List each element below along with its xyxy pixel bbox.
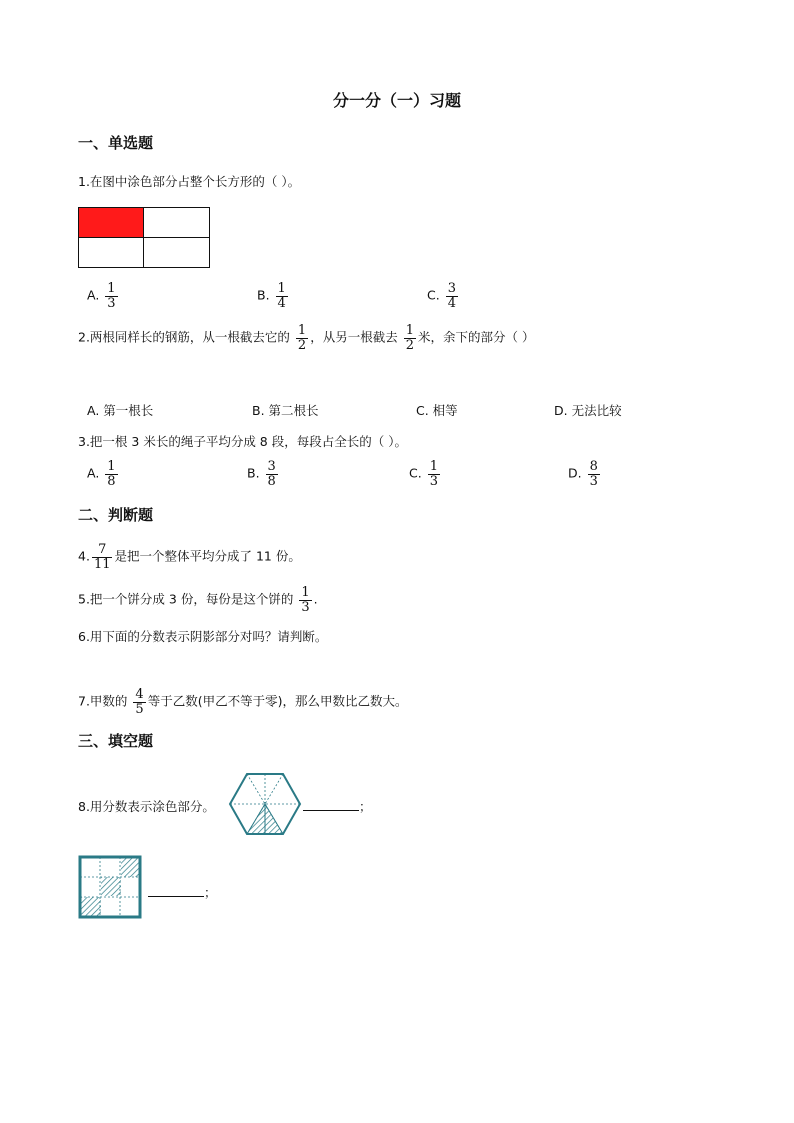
question-7-text [78,688,407,716]
numerator: 3 [267,459,276,474]
q7-text-part1: 7.甲数的 [78,693,128,709]
q4-number: 4. [78,548,90,564]
q2-option-b[interactable]: B. 第二根长 [252,403,319,418]
q5-suffix: . [313,591,318,607]
q5-text: 5.把一个饼分成 3 份，每份是这个饼的 [78,591,294,607]
question-4-text [78,543,301,571]
blank-cell [143,237,209,267]
section-heading-true-false: 二、判断题 [78,506,154,524]
q4-text: 是把一个整体平均分成了 11 份。 [114,548,301,564]
answer-blank[interactable] [148,884,204,897]
denominator: 3 [589,473,598,489]
denominator: 4 [447,295,456,311]
q2-option-d[interactable]: D. 无法比较 [554,403,622,418]
numerator: 3 [447,281,456,296]
numerator: 4 [135,687,144,702]
section-heading-fill-in: 三、填空题 [78,732,154,750]
hexagon-figure [228,772,302,836]
grid-shaded-cell [121,858,140,877]
fraction [133,688,145,716]
option-label: B. [257,287,270,303]
denominator: 4 [277,295,286,311]
q1-option-a[interactable] [87,282,120,310]
grid-shaded-cell [81,897,101,917]
option-label: A. [87,465,100,481]
numerator: 7 [98,542,107,557]
q1-option-b[interactable] [257,282,290,310]
fraction [92,543,113,571]
question-5-text [78,586,318,614]
q3-option-c[interactable] [409,460,442,488]
section-heading-single-choice: 一、单选题 [78,134,154,152]
numerator: 1 [297,323,307,338]
grid-shaded-cell [101,877,121,896]
fraction [588,460,600,488]
option-label: C. [409,465,422,481]
denominator: 8 [107,473,116,489]
numerator: 1 [301,585,310,600]
question-3-text: 3.把一根 3 米长的绳子平均分成 8 段，每段占全长的（ ）。 [78,434,407,449]
shaded-cell [79,208,144,238]
q3-option-a[interactable] [87,460,120,488]
separator: ； [359,799,372,814]
question-2-text [78,324,534,352]
fraction [446,282,458,310]
option-label: C. [427,287,440,303]
fraction [276,282,288,310]
question-8-text: 8.用分数表示涂色部分。 [78,799,215,814]
option-label: A. [87,287,100,303]
separator: ； [204,885,217,900]
fraction [105,282,117,310]
q2-text-part2: ，从另一根截去 [310,329,398,345]
numerator: 8 [589,459,598,474]
blank-cell [79,237,144,267]
q1-option-c[interactable] [427,282,460,310]
q2-option-c[interactable]: C. 相等 [416,403,458,418]
q3-option-b[interactable] [247,460,280,488]
answer-line-1[interactable] [303,797,372,815]
fraction [428,460,440,488]
option-label: B. [247,465,260,481]
answer-blank[interactable] [303,798,359,811]
denominator: 3 [429,473,438,489]
denominator: 3 [107,295,116,311]
fraction [105,460,117,488]
denominator: 3 [301,599,310,615]
denominator: 2 [405,337,414,353]
question-1-text: 1.在图中涂色部分占整个长方形的（ ）。 [78,174,301,189]
denominator: 8 [267,473,276,489]
numerator: 1 [277,281,286,296]
question-6-text: 6.用下面的分数表示阴影部分对吗？请判断。 [78,629,328,644]
fraction [299,586,311,614]
numerator: 1 [405,323,414,338]
denominator: 2 [297,337,307,353]
q7-text-part2: 等于乙数(甲乙不等于零)，那么甲数比乙数大。 [147,693,408,709]
q3-option-d[interactable] [568,460,602,488]
numerator: 1 [107,459,116,474]
fraction [296,324,308,352]
blank-cell [143,208,209,238]
q2-text-part3: 米，余下的部分（ ） [417,329,535,345]
q2-text-part1: 2.两根同样长的钢筋，从一根截去它的 [78,329,290,345]
option-label: D. [568,465,582,481]
fraction [404,324,416,352]
numerator: 1 [107,281,116,296]
numerator: 1 [429,459,438,474]
fraction [266,460,278,488]
page-title: 分一分（一）习题 [332,91,461,110]
question-1-rectangle-figure [78,207,210,268]
square-grid-figure [78,855,142,919]
denominator: 5 [135,701,144,717]
answer-line-2[interactable] [148,883,217,901]
q2-option-a[interactable]: A. 第一根长 [87,403,154,418]
denominator: 11 [93,556,111,572]
